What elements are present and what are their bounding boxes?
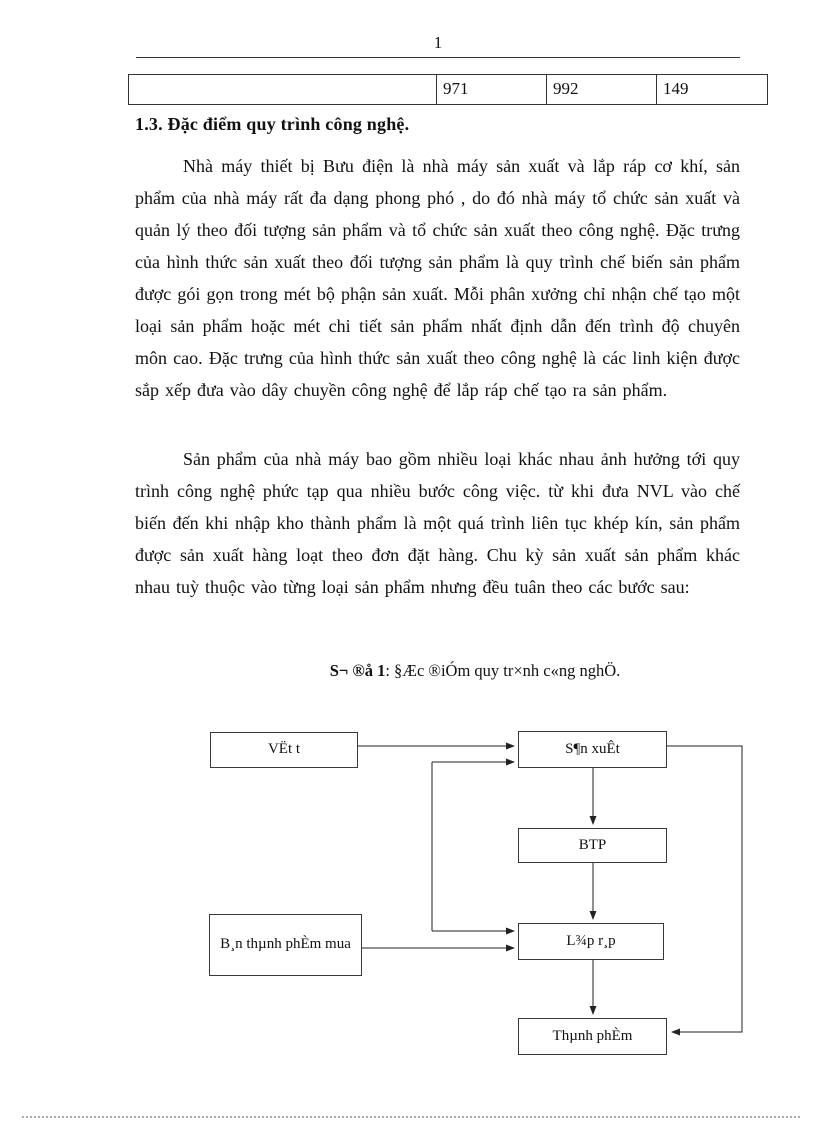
caption-label: S¬ ®å 1 xyxy=(329,661,386,680)
flowchart-box-vat-tu xyxy=(210,732,358,768)
flowchart-box-label: VËt t xyxy=(267,741,301,758)
footer-dotted-rule xyxy=(22,1116,800,1118)
table-cell: 992 xyxy=(546,75,656,104)
table-cell: 149 xyxy=(656,75,767,104)
section-heading: 1.3. Đặc điểm quy trình công nghệ. xyxy=(135,114,410,134)
table-cell: 971 xyxy=(436,75,546,104)
flowchart-box-san-xuat xyxy=(518,731,667,768)
page-number: 1 xyxy=(433,33,443,52)
flowchart-box-label: BTP xyxy=(578,836,607,853)
flowchart-box-label: L¾p r¸p xyxy=(566,932,616,949)
caption-text: : §Æc ®iÓm quy tr×nh c«ng nghÖ. xyxy=(385,661,621,680)
paragraph: Nhà máy thiết bị Bưu điện là nhà máy sản xuất và lắp ráp cơ khí, sản phẩm của nhà máy rất đa dạng phong phó , do đó nhà máy tổ chức sản xuất và quản lý theo đối tượng sản phẩm và tổ chức sản xuất theo công nghệ. Đặc trưng của hình thức sản xuất theo đối tượng sản phẩm là quy trình chế biến sản phẩm được gói gọn trong mét bộ phận sản xuất. Mỗi phân xưởng chỉ nhận chế tạo một loại sản phẩm hoặc mét chi tiết sản phẩm nhất định dẫn đến trình độ chuyên môn cao. Đặc trưng của hình thức sản xuất theo công nghệ là các linh kiện được sắp xếp đưa vào dây chuyền công nghệ để lắp ráp chế tạo ra sản phẩm. xyxy=(135,156,740,400)
flowchart-box-label: B¸n thµnh phÈm mua xyxy=(220,936,351,953)
flowchart-box-label: S¶n xuÊt xyxy=(565,740,620,757)
flowchart-box-label: Thµnh phÈm xyxy=(552,1027,633,1044)
flowchart-box-btp xyxy=(518,828,667,863)
paragraph: Sản phẩm của nhà máy bao gồm nhiều loại khác nhau ảnh hưởng tới quy trình công nghệ phức tạp qua nhiều bước công việc. từ khi đưa NVL vào chế biến đến khi nhập kho thành phẩm là một quá trình liên tục khép kín, sản phẩm được sản xuất hàng loạt theo đơn đặt hàng. Chu kỳ sản xuất sản phẩm khác nhau tuỳ thuộc vào từng loại sản phẩm nhưng đều tuân theo các bước sau: xyxy=(135,449,740,597)
flowchart-box-thanh-pham xyxy=(518,1018,667,1055)
flowchart-box-ban-thanh-pham-mua xyxy=(209,914,362,976)
flowchart-box-lap-rap xyxy=(518,923,664,960)
